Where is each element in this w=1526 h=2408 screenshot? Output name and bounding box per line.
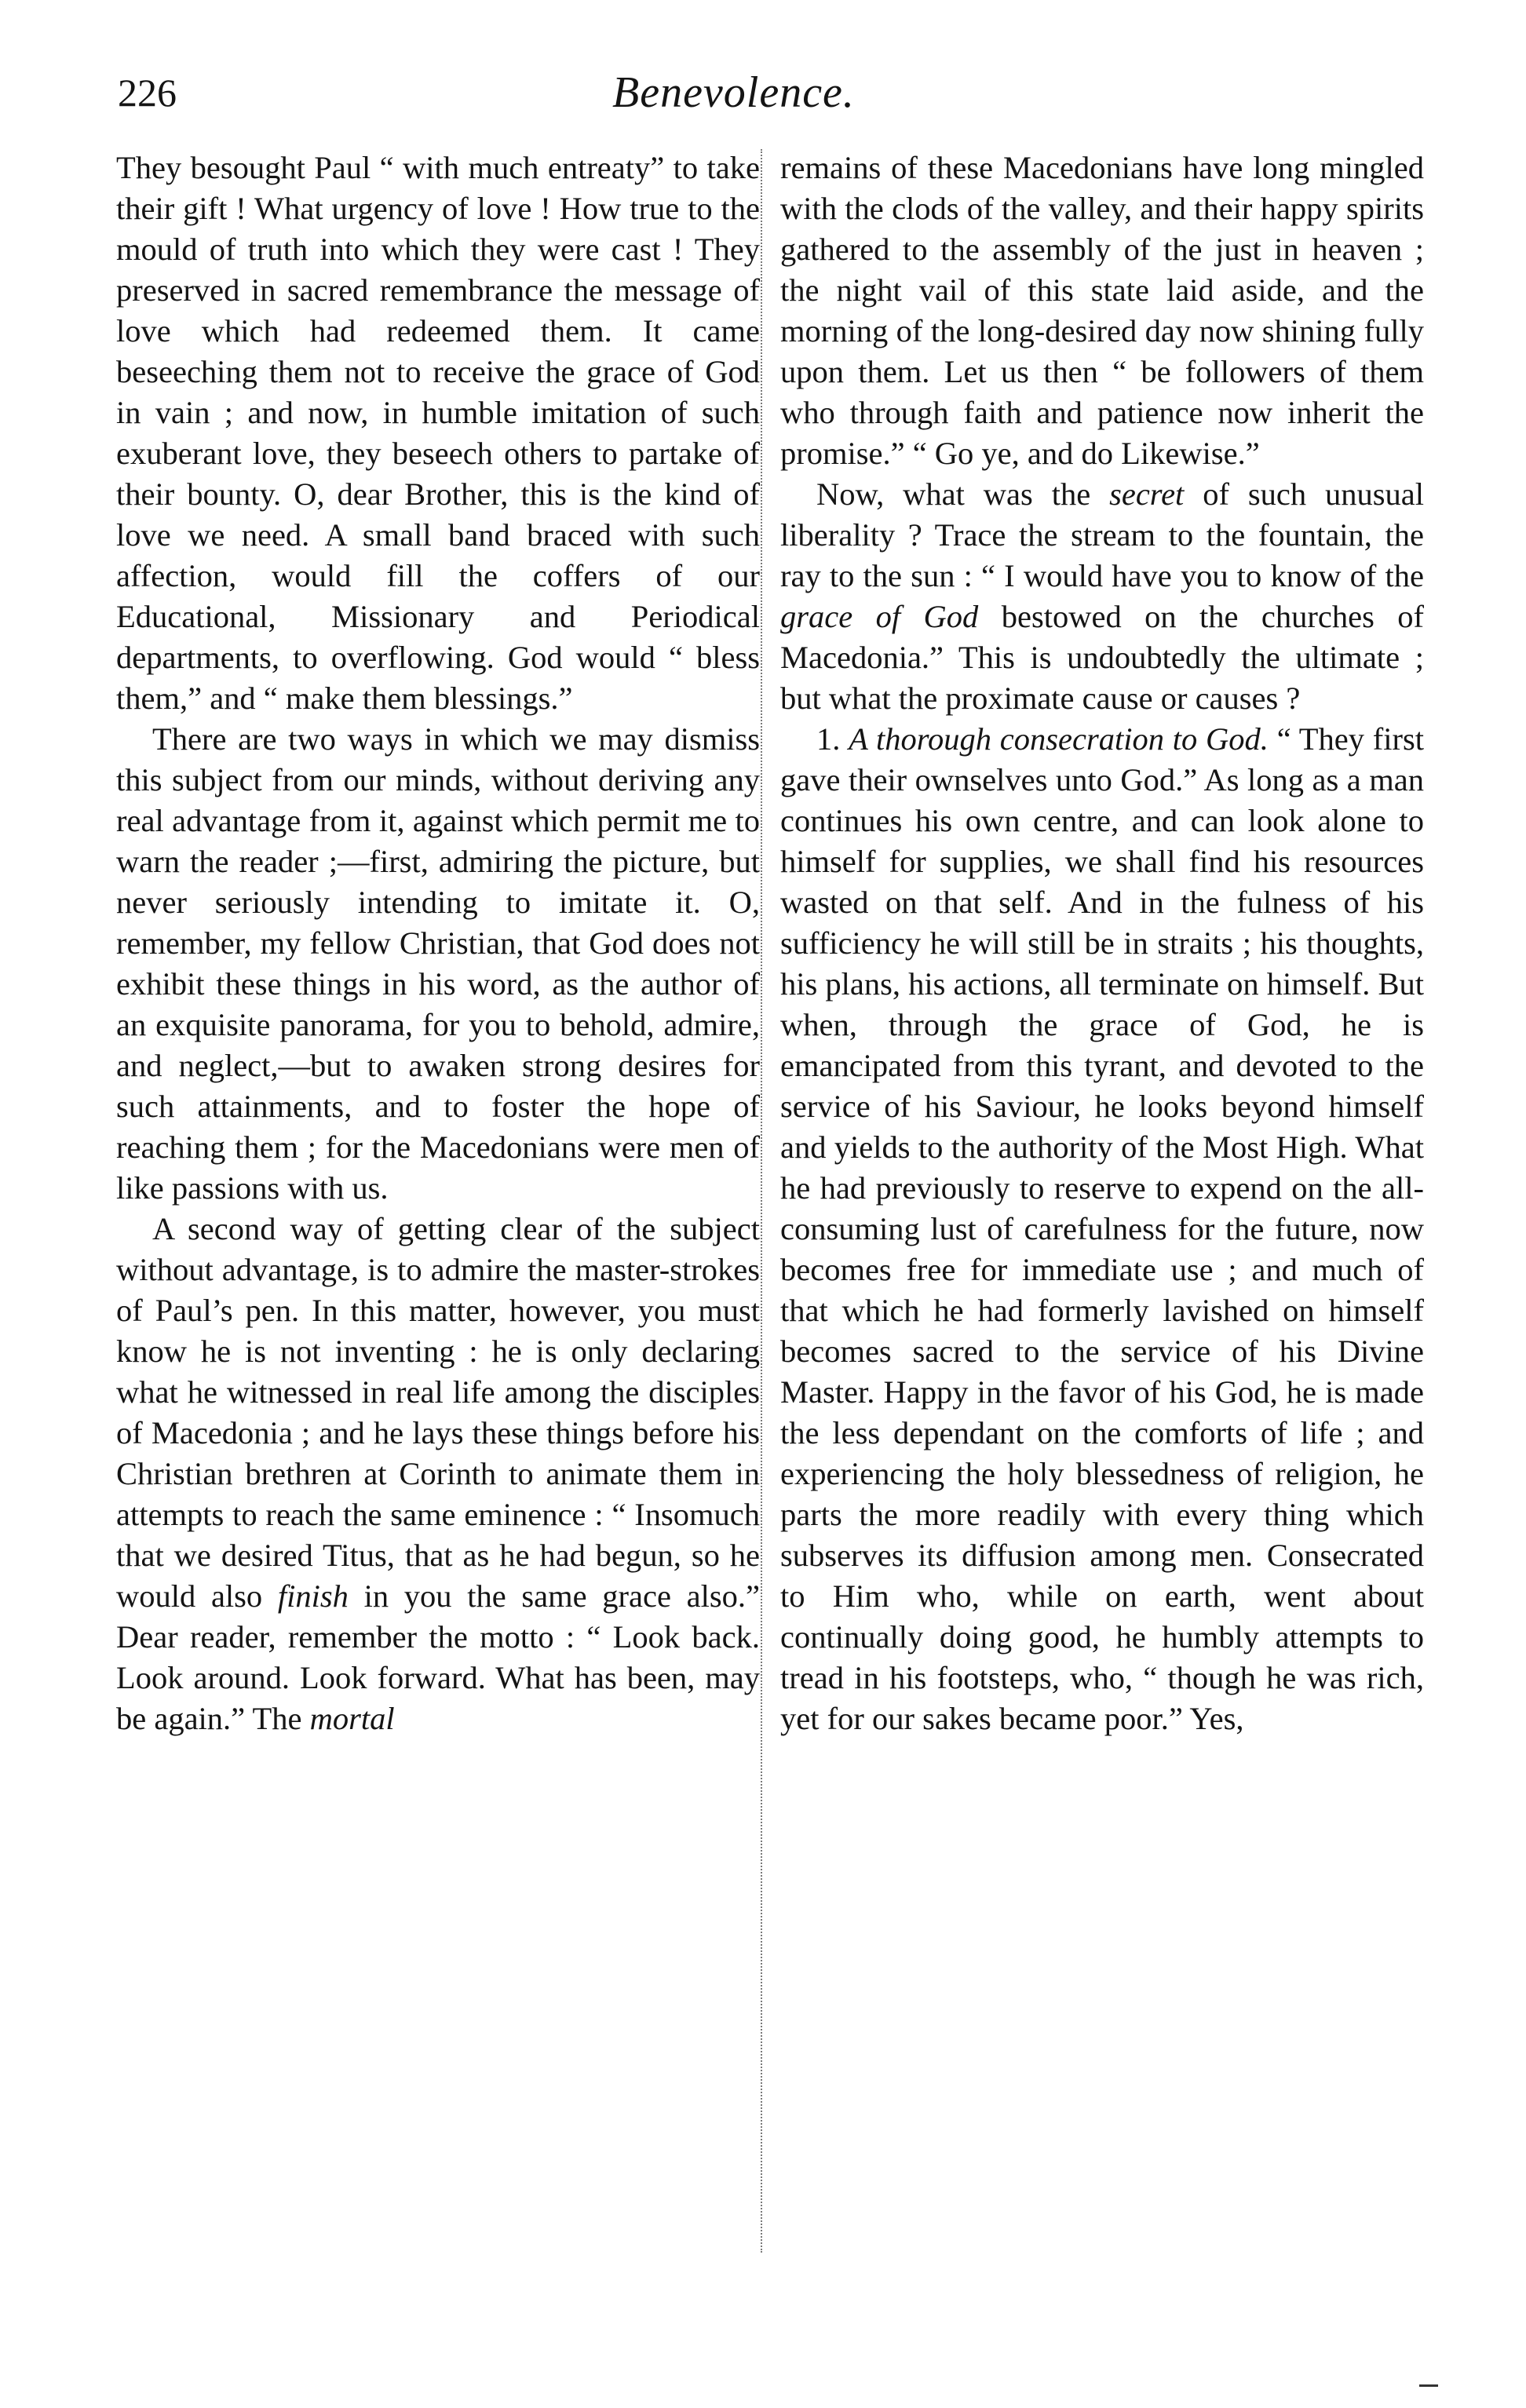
left-paragraph-3 <box>116 1209 760 1739</box>
left-paragraph-1 <box>116 148 760 719</box>
left-column <box>116 148 760 1739</box>
right-paragraph-1 <box>780 148 1424 474</box>
right-column <box>780 148 1424 1739</box>
page-header <box>118 61 1421 124</box>
right-p2-text-a: Now, what was the <box>816 476 1110 512</box>
right-p3-number: 1. <box>816 721 849 757</box>
right-p1-text: remains of these Macedonians have long mingled with the clods of the valley, and their happy spirits gathered to the assembly of the just in heaven ; the night vail of this state laid aside, and the morning of the long-desired day now shining fully upon them. Let us then “ be followers of them who through faith and patience now inherit the promise.” “ Go ye, and do Likewise.” <box>780 150 1424 471</box>
right-p2-text-e: bestowed on the churches of Macedonia.” This is undoubtedly the ultimate ; but what the proximate cause or causes ? <box>780 599 1425 716</box>
left-p3-text-a: A second way of getting clear of the subject without advantage, is to admire the master-strokes of Paul’s pen. In this matter, however, you must know he is not inventing : he is only declaring what he witnessed in real life among the disciples of Macedonia ; and he lays these things before his Christian brethren at Corinth to animate them in attempts to reach the same eminence : “ Insomuch that we desired Titus, that as he had begun, so he would also <box>116 1211 760 1614</box>
right-p2-italic-secret: secret <box>1109 476 1185 512</box>
right-paragraph-2 <box>780 474 1424 719</box>
right-p3-italic-heading: A thorough consecration to God. <box>849 721 1269 757</box>
left-paragraph-2 <box>116 719 760 1209</box>
left-p3-text-c: in you the same grace also.” Dear reader, remember the motto : “ Look back. Look around. Look forward. What has been, may be again.” The <box>116 1578 760 1736</box>
left-p3-italic-mortal: mortal <box>309 1701 395 1736</box>
running-head: Benevolence. <box>612 68 855 117</box>
left-p3-italic-finish: finish <box>277 1578 349 1614</box>
right-p2-text-c: of such unusual liberality ? Trace the stream to the fountain, the ray to the sun : “ I would have you to know of the <box>780 476 1424 593</box>
page-corner-mark <box>1419 2384 1438 2387</box>
left-p2-text: There are two ways in which we may dismiss this subject from our minds, without deriving any real advantage from it, against which permit me to warn the reader ;—first, admiring the picture, but never seriously intending to imitate it. O, remember, my fellow Christian, that God does not exhibit these things in his word, as the author of an exquisite panorama, for you to behold, admire, and neglect,—but to awaken strong desires for such attainments, and to foster the hope of reaching them ; for the Macedonians were men of like passions with us. <box>116 721 760 1206</box>
page-number: 226 <box>118 71 177 115</box>
right-p3-text: “ They first gave their ownselves unto God.” As long as a man continues his own centre, and can look alone to himself for supplies, we shall find his resources wasted on that self. And in the fulness of his sufficiency he will still be in straits ; his thoughts, his plans, his actions, all terminate on himself. But when, through the grace of God, he is emancipated from this tyrant, and devoted to the service of his Saviour, he looks beyond himself and yields to the authority of the Most High. What he had previously to reserve to expend on the all-consuming lust of carefulness for the future, now becomes free for immediate use ; and much of that which he had formerly lavished on himself becomes sacred to the service of his Divine Master. Happy in the favor of his God, he is made the less dependant on the comforts of life ; and experiencing the holy blessedness of religion, he parts the more readily with every thing which subserves its diffusion among men. Consecrated to Him who, while on earth, went about continually doing good, he humbly attempts to tread in his footsteps, who, “ though he was rich, yet for our sakes became poor.” Yes, <box>780 721 1425 1736</box>
right-p2-italic-grace: grace of God <box>780 599 979 634</box>
left-p1-text: They besought Paul “ with much entreaty” to take their gift ! What urgency of love ! How true to the mould of truth into which they were cast ! They preserved in sacred remembrance the message of love which had redeemed them. It came beseeching them not to receive the grace of God in vain ; and now, in humble imitation of such exuberant love, they beseech others to partake of their bounty. O, dear Brother, this is the kind of love we need. A small band braced with such affection, would fill the coffers of our Educational, Missionary and Periodical departments, to overflowing. God would “ bless them,” and “ make them blessings.” <box>116 150 760 716</box>
right-paragraph-3 <box>780 719 1424 1739</box>
column-divider <box>761 149 762 2253</box>
